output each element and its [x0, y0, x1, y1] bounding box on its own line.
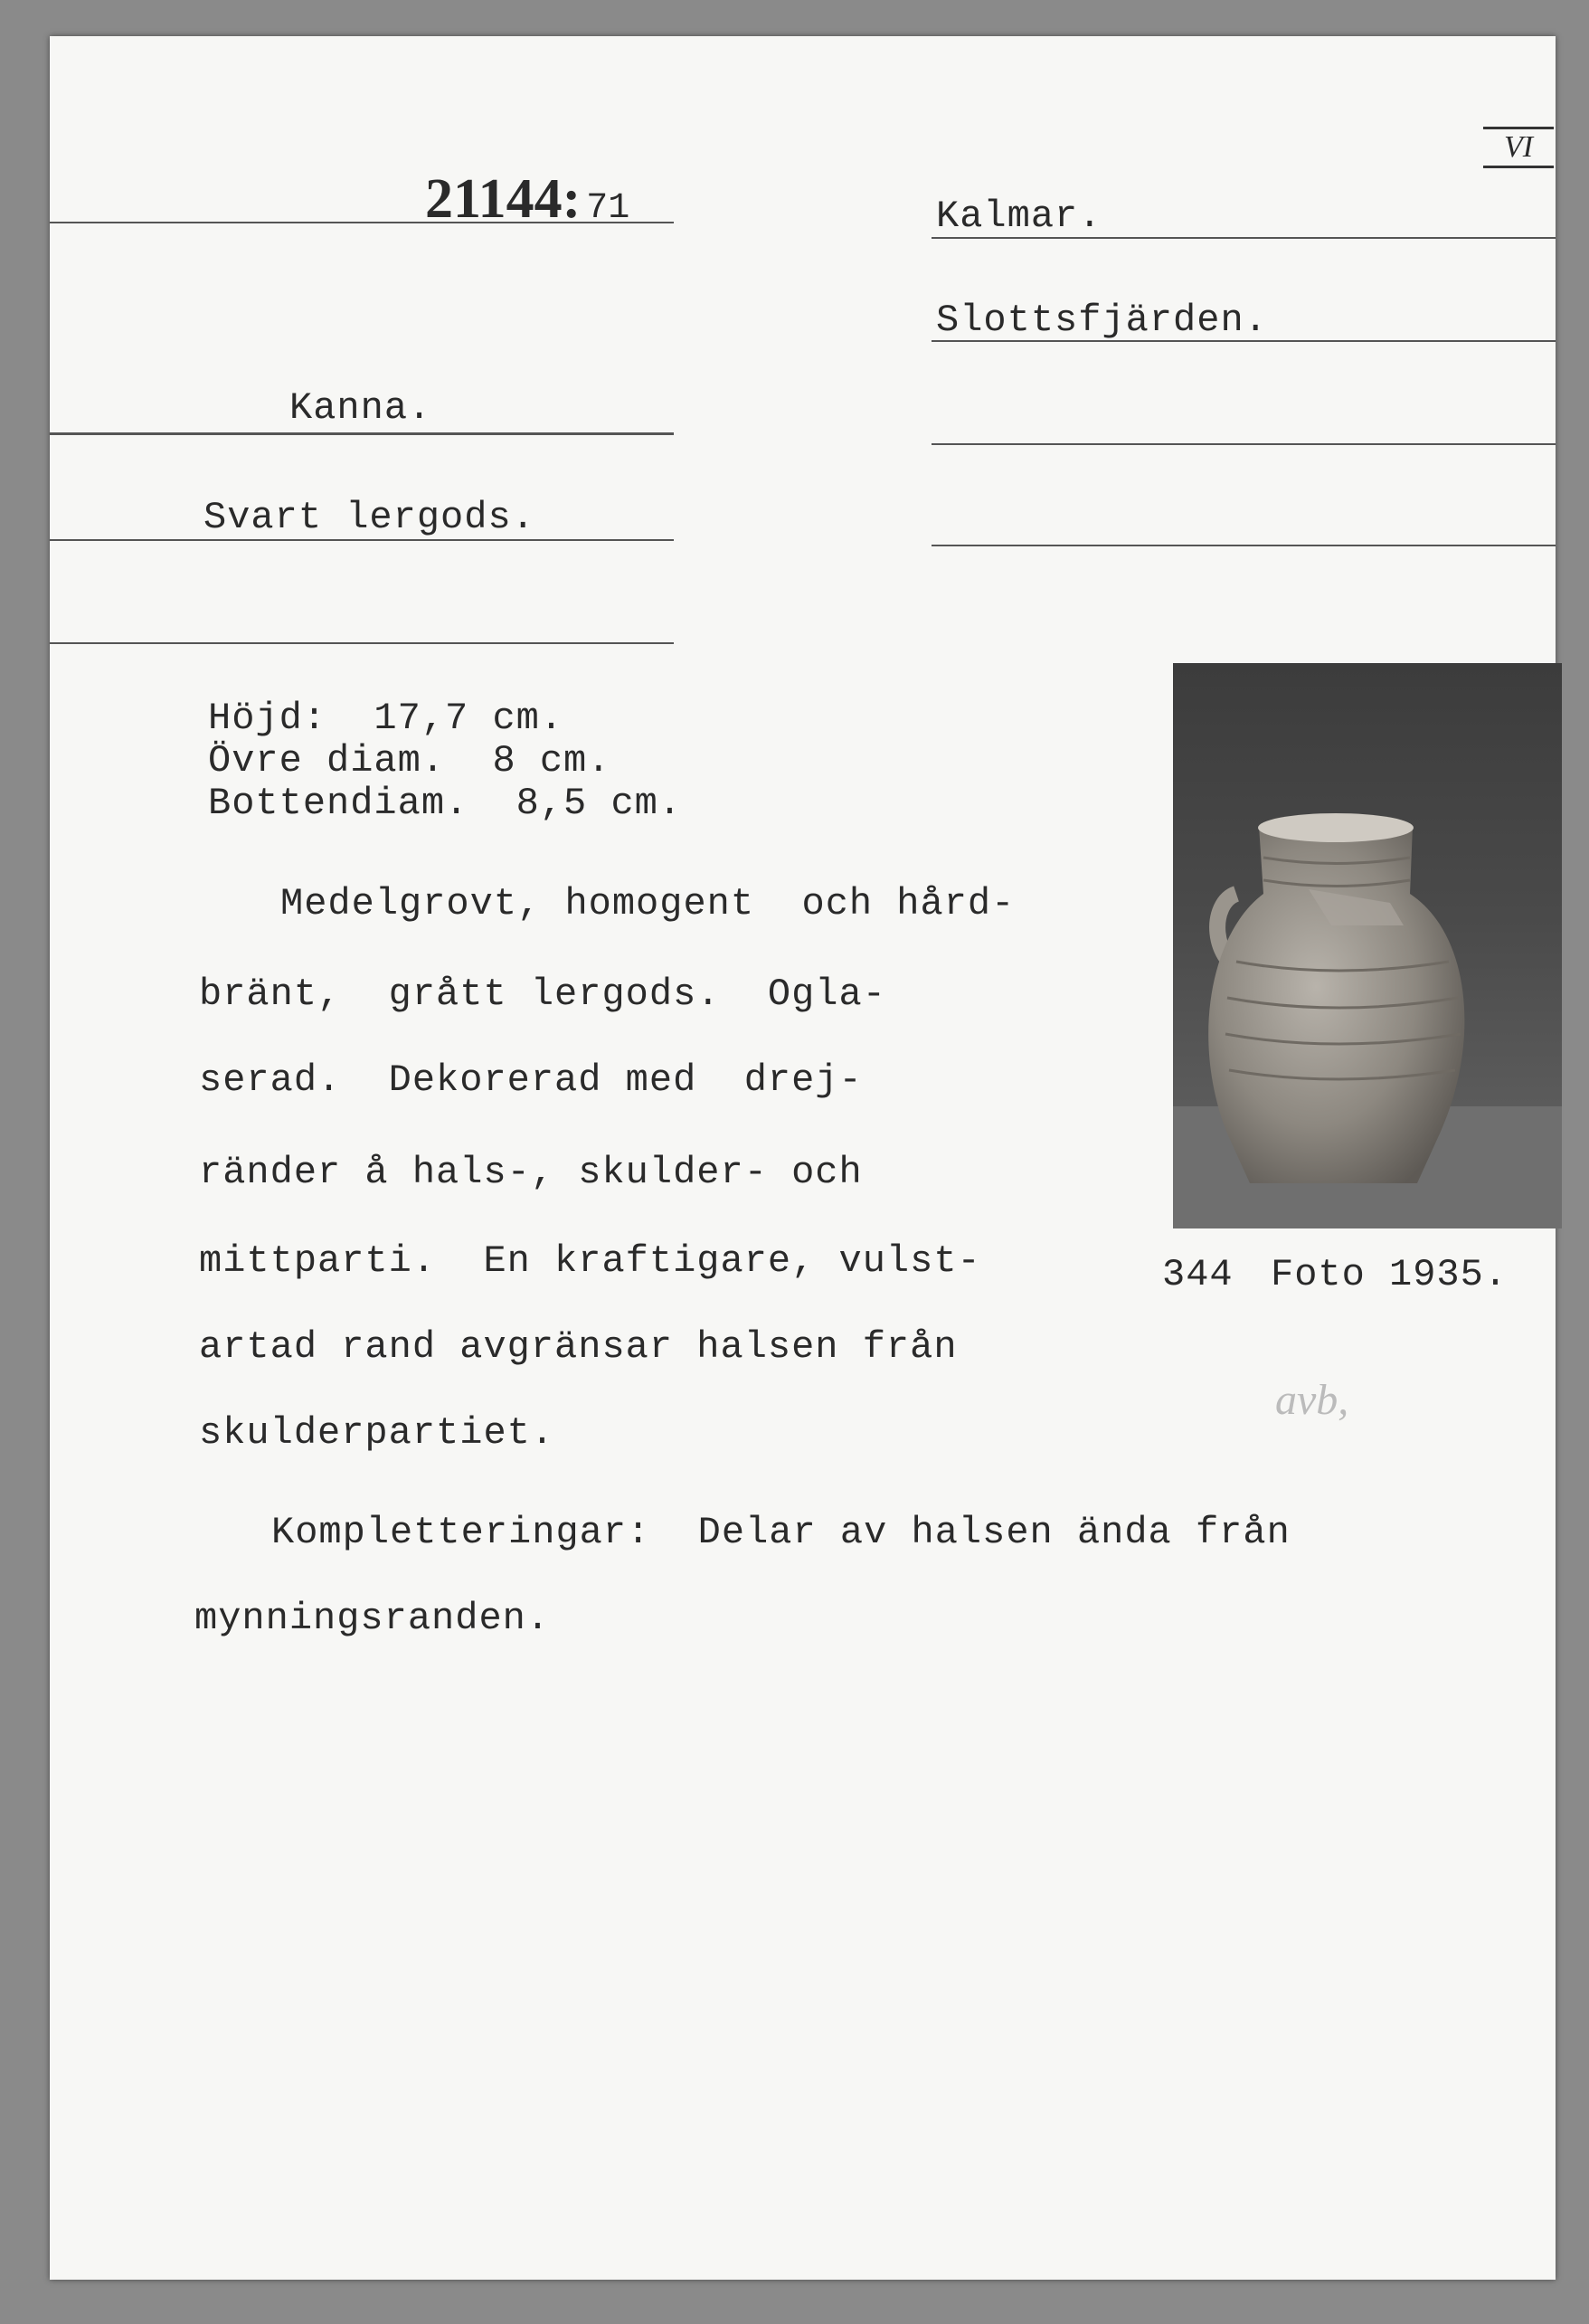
measurement-bottom-diameter: Bottendiam. 8,5 cm. — [208, 782, 683, 825]
catalog-card — [50, 36, 1556, 2280]
supplement-line: mynningsranden. — [194, 1597, 551, 1640]
catalog-number-rule — [50, 222, 674, 223]
description-line: serad. Dekorerad med drej- — [199, 1058, 863, 1102]
description-line: skulderpartiet. — [199, 1411, 555, 1455]
jug-body — [1208, 826, 1464, 1183]
jug-illustration — [1173, 663, 1562, 1228]
supplement-line: Kompletteringar: Delar av halsen ända från — [271, 1511, 1291, 1554]
section-mark: VI — [1483, 127, 1554, 168]
object-photo — [1173, 663, 1562, 1228]
measurement-height: Höjd: 17,7 cm. — [208, 697, 564, 740]
description-line: bränt, grått lergods. Ogla- — [199, 972, 886, 1016]
location-city: Kalmar. — [936, 194, 1102, 238]
description-line: Medelgrovt, homogent och hård- — [280, 882, 1016, 925]
description-line: mittparti. En kraftigare, vulst- — [199, 1239, 981, 1283]
object-name: Kanna. — [289, 386, 432, 430]
object-name-rule — [50, 432, 674, 435]
location-site-rule — [932, 340, 1556, 342]
photo-number: 344 — [1162, 1253, 1234, 1296]
description-line: artad rand avgränsar halsen från — [199, 1325, 958, 1369]
blank-rule-1 — [932, 443, 1556, 445]
handwritten-note: avb, — [1275, 1376, 1349, 1424]
object-material: Svart lergods. — [203, 496, 535, 539]
blank-rule-2 — [932, 545, 1556, 546]
measurement-top-diameter: Övre diam. 8 cm. — [208, 739, 611, 783]
photo-caption: Foto 1935. — [1271, 1253, 1509, 1296]
catalog-number-main: 21144: — [425, 168, 582, 230]
catalog-number-sub: 71 — [586, 188, 630, 229]
location-city-rule — [932, 237, 1556, 239]
object-material-rule — [50, 539, 674, 541]
description-line: ränder å hals-, skulder- och — [199, 1151, 863, 1194]
jug-rim — [1258, 813, 1414, 842]
location-site: Slottsfjärden. — [936, 299, 1268, 342]
blank-rule-3 — [50, 642, 674, 644]
